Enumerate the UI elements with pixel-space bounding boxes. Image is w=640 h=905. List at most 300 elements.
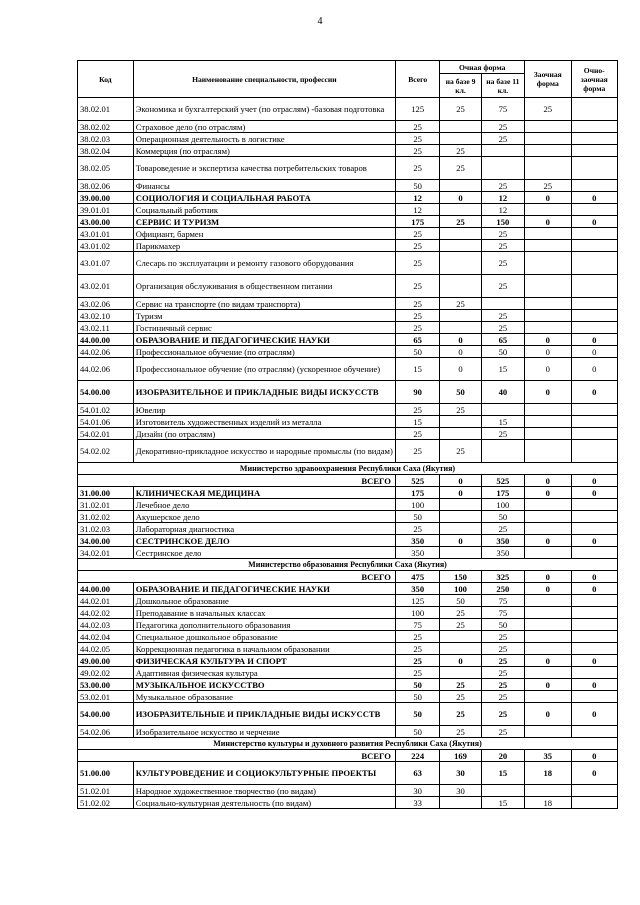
- cell-base9: 25: [440, 440, 481, 463]
- cell-correspondence: 0: [525, 535, 571, 547]
- header-base9: на базе 9 кл.: [440, 74, 481, 98]
- cell-base11: 25: [481, 655, 524, 667]
- cell-parttime: [571, 631, 618, 643]
- cell-correspondence: 18: [525, 797, 571, 809]
- cell-total: 25: [395, 655, 439, 667]
- cell-parttime: 0: [571, 358, 618, 381]
- cell-base11: 50: [481, 346, 524, 358]
- cell-correspondence: 0: [525, 487, 571, 499]
- cell-code: 43.00.00: [78, 216, 134, 228]
- cell-correspondence: 18: [525, 762, 571, 785]
- cell-base9: [440, 275, 481, 298]
- cell-parttime: [571, 204, 618, 216]
- table-row: [78, 499, 618, 511]
- cell-parttime: [571, 322, 618, 334]
- cell-code: 51.02.02: [78, 797, 134, 809]
- cell-base11: 25: [481, 252, 524, 275]
- cell-parttime: [571, 440, 618, 463]
- cell-code: 38.02.03: [78, 133, 134, 145]
- cell-name: Экономика и бухгалтерский учет (по отраслям) -базовая подготовка: [133, 98, 395, 121]
- cell-code: 54.00.00: [78, 381, 134, 404]
- cell-base11: 250: [481, 583, 524, 595]
- cell-base9: [440, 797, 481, 809]
- cell-code: 44.02.05: [78, 643, 134, 655]
- cell-code: 31.00.00: [78, 487, 134, 499]
- cell-correspondence: [525, 133, 571, 145]
- cell-name: ИЗОБРАЗИТЕЛЬНОЕ И ПРИКЛАДНЫЕ ВИДЫ ИСКУССТВ: [133, 381, 395, 404]
- cell-base11: 175: [481, 487, 524, 499]
- cell-parttime: [571, 643, 618, 655]
- group-row: [78, 535, 618, 547]
- cell-code: 31.02.01: [78, 499, 134, 511]
- cell-base9: [440, 228, 481, 240]
- cell-base11: 15: [481, 358, 524, 381]
- cell-correspondence: [525, 523, 571, 535]
- cell-correspondence: [525, 404, 571, 416]
- cell-name: Сестринское дело: [133, 547, 395, 559]
- cell-base11: 25: [481, 228, 524, 240]
- table-row: [78, 404, 618, 416]
- cell-code: 54.02.01: [78, 428, 134, 440]
- page-number: 4: [317, 16, 323, 27]
- cell-base9: 0: [440, 346, 481, 358]
- cell-parttime: 0: [571, 487, 618, 499]
- cell-correspondence: [525, 145, 571, 157]
- cell-base11: 25: [481, 667, 524, 679]
- cell-code: 43.02.10: [78, 310, 134, 322]
- cell-parttime: [571, 121, 618, 133]
- table-body: [78, 98, 618, 809]
- cell-correspondence: [525, 428, 571, 440]
- cell-name: Декоративно-прикладное искусство и народные промыслы (по видам): [133, 440, 395, 463]
- table-row: [78, 346, 618, 358]
- cell-parttime: [571, 595, 618, 607]
- cell-code: 44.02.01: [78, 595, 134, 607]
- cell-code: 34.00.00: [78, 535, 134, 547]
- table-row: [78, 595, 618, 607]
- cell-code: 54.01.06: [78, 416, 134, 428]
- total-label: ВСЕГО: [78, 750, 396, 762]
- cell-base9: [440, 121, 481, 133]
- cell-correspondence: [525, 511, 571, 523]
- cell-code: 49.00.00: [78, 655, 134, 667]
- cell-base11: 50: [481, 619, 524, 631]
- group-row: [78, 703, 618, 726]
- cell-correspondence: [525, 121, 571, 133]
- table-row: [78, 180, 618, 192]
- cell-correspondence: 0: [525, 192, 571, 204]
- cell-code: 38.02.05: [78, 157, 134, 180]
- cell-correspondence: [525, 322, 571, 334]
- cell-code: 34.02.01: [78, 547, 134, 559]
- cell-base11: [481, 298, 524, 310]
- cell-correspondence: 25: [525, 98, 571, 121]
- cell-parttime: [571, 252, 618, 275]
- cell-correspondence: [525, 785, 571, 797]
- cell-correspondence: 0: [525, 703, 571, 726]
- cell-correspondence: [525, 631, 571, 643]
- cell-total: 350: [395, 583, 439, 595]
- cell-base11: [481, 157, 524, 180]
- table-row: [78, 726, 618, 738]
- table-row: [78, 322, 618, 334]
- cell-code: 38.02.06: [78, 180, 134, 192]
- cell-name: Педагогика дополнительного образования: [133, 619, 395, 631]
- cell-base11: 25: [481, 322, 524, 334]
- cell-code: 43.02.06: [78, 298, 134, 310]
- total-row: [78, 750, 618, 762]
- cell-base9: [440, 133, 481, 145]
- cell-base11: 25: [481, 703, 524, 726]
- cell-base11: 50: [481, 511, 524, 523]
- cell-base9: [440, 667, 481, 679]
- cell-base9: 25: [440, 404, 481, 416]
- cell-base9: [440, 180, 481, 192]
- table-row: [78, 523, 618, 535]
- table-row: [78, 298, 618, 310]
- cell-total: 25: [395, 310, 439, 322]
- cell-total: 33: [395, 797, 439, 809]
- cell-parttime: [571, 240, 618, 252]
- cell-name: КУЛЬТУРОВЕДЕНИЕ И СОЦИОКУЛЬТУРНЫЕ ПРОЕКТЫ: [133, 762, 395, 785]
- cell-code: 39.00.00: [78, 192, 134, 204]
- cell-total: 525: [395, 475, 439, 487]
- cell-name: Гостиничный сервис: [133, 322, 395, 334]
- table-row: [78, 157, 618, 180]
- cell-code: 44.02.03: [78, 619, 134, 631]
- cell-total: 175: [395, 487, 439, 499]
- cell-code: 54.02.06: [78, 726, 134, 738]
- cell-code: 38.02.04: [78, 145, 134, 157]
- cell-base11: 25: [481, 121, 524, 133]
- table-row: [78, 204, 618, 216]
- ministry-name: Министерство здравоохранения Республики Саха (Якутия): [78, 463, 618, 475]
- cell-code: 44.00.00: [78, 583, 134, 595]
- cell-correspondence: [525, 204, 571, 216]
- cell-correspondence: 0: [525, 334, 571, 346]
- cell-parttime: 0: [571, 679, 618, 691]
- cell-name: Слесарь по эксплуатации и ремонту газового оборудования: [133, 252, 395, 275]
- cell-parttime: [571, 416, 618, 428]
- cell-base9: [440, 511, 481, 523]
- cell-base11: 25: [481, 691, 524, 703]
- cell-total: 50: [395, 691, 439, 703]
- cell-base9: 0: [440, 475, 481, 487]
- cell-parttime: [571, 785, 618, 797]
- cell-base11: 65: [481, 334, 524, 346]
- header-correspondence: Заочная форма: [525, 61, 571, 98]
- cell-base9: 25: [440, 298, 481, 310]
- cell-base9: 25: [440, 145, 481, 157]
- cell-total: 15: [395, 358, 439, 381]
- cell-total: 25: [395, 643, 439, 655]
- cell-total: 125: [395, 595, 439, 607]
- cell-base11: 12: [481, 204, 524, 216]
- cell-total: 25: [395, 240, 439, 252]
- table-row: [78, 607, 618, 619]
- cell-parttime: [571, 404, 618, 416]
- cell-total: 25: [395, 145, 439, 157]
- cell-parttime: [571, 298, 618, 310]
- cell-base11: 75: [481, 98, 524, 121]
- cell-base9: 30: [440, 785, 481, 797]
- cell-parttime: [571, 133, 618, 145]
- cell-total: 25: [395, 133, 439, 145]
- cell-correspondence: 0: [525, 216, 571, 228]
- cell-code: 43.02.11: [78, 322, 134, 334]
- cell-name: Дизайн (по отраслям): [133, 428, 395, 440]
- cell-name: Финансы: [133, 180, 395, 192]
- ministry-name: Министерство культуры и духовного развития Республики Саха (Якутия): [78, 738, 618, 750]
- table-row: [78, 547, 618, 559]
- cell-base11: [481, 440, 524, 463]
- cell-correspondence: [525, 619, 571, 631]
- cell-total: 25: [395, 523, 439, 535]
- table-row: [78, 416, 618, 428]
- cell-base9: [440, 499, 481, 511]
- cell-name: Профессиональное обучение (по отраслям) (ускоренное обучение): [133, 358, 395, 381]
- cell-total: 30: [395, 785, 439, 797]
- table-row: [78, 310, 618, 322]
- cell-parttime: [571, 691, 618, 703]
- cell-base11: 25: [481, 631, 524, 643]
- table-row: [78, 619, 618, 631]
- cell-code: 38.02.02: [78, 121, 134, 133]
- cell-correspondence: 0: [525, 358, 571, 381]
- cell-parttime: [571, 275, 618, 298]
- cell-base9: 169: [440, 750, 481, 762]
- cell-code: 54.01.02: [78, 404, 134, 416]
- cell-total: 25: [395, 228, 439, 240]
- cell-correspondence: [525, 310, 571, 322]
- total-row: [78, 475, 618, 487]
- table-row: [78, 228, 618, 240]
- cell-total: 75: [395, 619, 439, 631]
- table-row: [78, 797, 618, 809]
- cell-total: 50: [395, 726, 439, 738]
- cell-parttime: [571, 523, 618, 535]
- cell-name: Адаптивная физическая культура: [133, 667, 395, 679]
- table-row: [78, 667, 618, 679]
- group-row: [78, 216, 618, 228]
- cell-base9: 0: [440, 535, 481, 547]
- table-row: [78, 240, 618, 252]
- cell-name: Операционная деятельность в логистике: [133, 133, 395, 145]
- total-row: [78, 571, 618, 583]
- table-row: [78, 440, 618, 463]
- cell-base9: [440, 428, 481, 440]
- cell-code: 54.00.00: [78, 703, 134, 726]
- cell-base9: [440, 416, 481, 428]
- header-name: Наименование специальности, профессии: [133, 61, 395, 98]
- cell-base11: 25: [481, 643, 524, 655]
- cell-parttime: [571, 797, 618, 809]
- cell-code: 31.02.02: [78, 511, 134, 523]
- cell-total: 12: [395, 204, 439, 216]
- cell-base9: 0: [440, 358, 481, 381]
- table-row: [78, 785, 618, 797]
- cell-base9: 50: [440, 595, 481, 607]
- cell-parttime: 0: [571, 703, 618, 726]
- cell-correspondence: 0: [525, 475, 571, 487]
- cell-name: Социально-культурная деятельность (по видам): [133, 797, 395, 809]
- cell-total: 50: [395, 703, 439, 726]
- cell-base11: 12: [481, 192, 524, 204]
- cell-parttime: 0: [571, 655, 618, 667]
- cell-base9: 0: [440, 334, 481, 346]
- cell-correspondence: 35: [525, 750, 571, 762]
- cell-code: 44.00.00: [78, 334, 134, 346]
- cell-name: Социальный работник: [133, 204, 395, 216]
- cell-correspondence: [525, 726, 571, 738]
- table-row: [78, 691, 618, 703]
- cell-parttime: 0: [571, 571, 618, 583]
- cell-base9: 0: [440, 487, 481, 499]
- cell-total: 25: [395, 252, 439, 275]
- cell-base9: 25: [440, 607, 481, 619]
- cell-base9: 150: [440, 571, 481, 583]
- cell-correspondence: 0: [525, 655, 571, 667]
- table-row: [78, 643, 618, 655]
- header-fulltime: Очная форма: [440, 61, 525, 74]
- cell-parttime: [571, 98, 618, 121]
- cell-parttime: [571, 228, 618, 240]
- table-row: [78, 511, 618, 523]
- cell-code: 44.02.06: [78, 346, 134, 358]
- cell-total: 100: [395, 499, 439, 511]
- cell-name: Специальное дошкольное образование: [133, 631, 395, 643]
- cell-base11: 325: [481, 571, 524, 583]
- group-row: [78, 192, 618, 204]
- cell-correspondence: [525, 607, 571, 619]
- cell-parttime: 0: [571, 535, 618, 547]
- cell-correspondence: [525, 547, 571, 559]
- cell-parttime: [571, 310, 618, 322]
- cell-base9: [440, 322, 481, 334]
- cell-total: 90: [395, 381, 439, 404]
- cell-base9: 25: [440, 691, 481, 703]
- cell-name: Акушерское дело: [133, 511, 395, 523]
- cell-code: 51.02.01: [78, 785, 134, 797]
- cell-base9: [440, 631, 481, 643]
- cell-base11: 25: [481, 240, 524, 252]
- cell-name: Коммерция (по отраслям): [133, 145, 395, 157]
- cell-correspondence: [525, 157, 571, 180]
- table-row: [78, 631, 618, 643]
- cell-total: 25: [395, 428, 439, 440]
- cell-correspondence: 0: [525, 583, 571, 595]
- cell-parttime: [571, 145, 618, 157]
- cell-parttime: [571, 547, 618, 559]
- cell-parttime: [571, 499, 618, 511]
- cell-code: 43.01.01: [78, 228, 134, 240]
- cell-base9: 0: [440, 655, 481, 667]
- cell-total: 175: [395, 216, 439, 228]
- cell-base11: 25: [481, 726, 524, 738]
- cell-name: СЕСТРИНСКОЕ ДЕЛО: [133, 535, 395, 547]
- table-row: [78, 98, 618, 121]
- cell-name: Лабораторная диагностика: [133, 523, 395, 535]
- cell-name: Музыкальное образование: [133, 691, 395, 703]
- cell-name: Парикмахер: [133, 240, 395, 252]
- cell-name: Страховое дело (по отраслям): [133, 121, 395, 133]
- table-row: [78, 145, 618, 157]
- cell-total: 12: [395, 192, 439, 204]
- cell-base9: 25: [440, 619, 481, 631]
- cell-base11: [481, 404, 524, 416]
- cell-parttime: [571, 607, 618, 619]
- cell-total: 63: [395, 762, 439, 785]
- cell-name: Коррекционная педагогика в начальном образовании: [133, 643, 395, 655]
- group-row: [78, 583, 618, 595]
- cell-code: 31.02.03: [78, 523, 134, 535]
- cell-parttime: 0: [571, 762, 618, 785]
- header-total: Всего: [395, 61, 439, 98]
- cell-total: 25: [395, 157, 439, 180]
- cell-base9: [440, 252, 481, 275]
- group-row: [78, 487, 618, 499]
- cell-name: Дошкольное образование: [133, 595, 395, 607]
- cell-name: Официант, бармен: [133, 228, 395, 240]
- cell-total: 25: [395, 440, 439, 463]
- cell-total: 15: [395, 416, 439, 428]
- cell-code: 43.01.02: [78, 240, 134, 252]
- cell-base9: [440, 240, 481, 252]
- cell-total: 50: [395, 180, 439, 192]
- cell-correspondence: [525, 275, 571, 298]
- cell-correspondence: [525, 416, 571, 428]
- cell-base11: 75: [481, 607, 524, 619]
- cell-total: 350: [395, 535, 439, 547]
- cell-correspondence: 25: [525, 180, 571, 192]
- cell-code: 38.02.01: [78, 98, 134, 121]
- cell-base9: 25: [440, 679, 481, 691]
- cell-base11: 100: [481, 499, 524, 511]
- cell-base9: [440, 643, 481, 655]
- cell-total: 25: [395, 667, 439, 679]
- group-row: [78, 762, 618, 785]
- cell-parttime: 0: [571, 475, 618, 487]
- cell-base9: [440, 547, 481, 559]
- cell-name: Профессиональное обучение (по отраслям): [133, 346, 395, 358]
- ministry-row: [78, 559, 618, 571]
- cell-correspondence: [525, 691, 571, 703]
- cell-name: ФИЗИЧЕСКАЯ КУЛЬТУРА И СПОРТ: [133, 655, 395, 667]
- cell-total: 100: [395, 607, 439, 619]
- cell-code: 44.02.02: [78, 607, 134, 619]
- table-row: [78, 121, 618, 133]
- cell-base9: 25: [440, 726, 481, 738]
- cell-base9: [440, 523, 481, 535]
- cell-base9: 25: [440, 98, 481, 121]
- cell-name: Ювелир: [133, 404, 395, 416]
- cell-parttime: [571, 157, 618, 180]
- cell-base9: 25: [440, 703, 481, 726]
- cell-code: 51.00.00: [78, 762, 134, 785]
- cell-correspondence: [525, 643, 571, 655]
- cell-base11: 350: [481, 547, 524, 559]
- cell-parttime: [571, 619, 618, 631]
- group-row: [78, 334, 618, 346]
- cell-base9: 30: [440, 762, 481, 785]
- cell-base9: 25: [440, 157, 481, 180]
- cell-code: 43.01.07: [78, 252, 134, 275]
- cell-total: 50: [395, 346, 439, 358]
- ministry-name: Министерство образования Республики Саха (Якутия): [78, 559, 618, 571]
- cell-name: Организация обслуживания в общественном питании: [133, 275, 395, 298]
- cell-base11: [481, 785, 524, 797]
- table-row: [78, 358, 618, 381]
